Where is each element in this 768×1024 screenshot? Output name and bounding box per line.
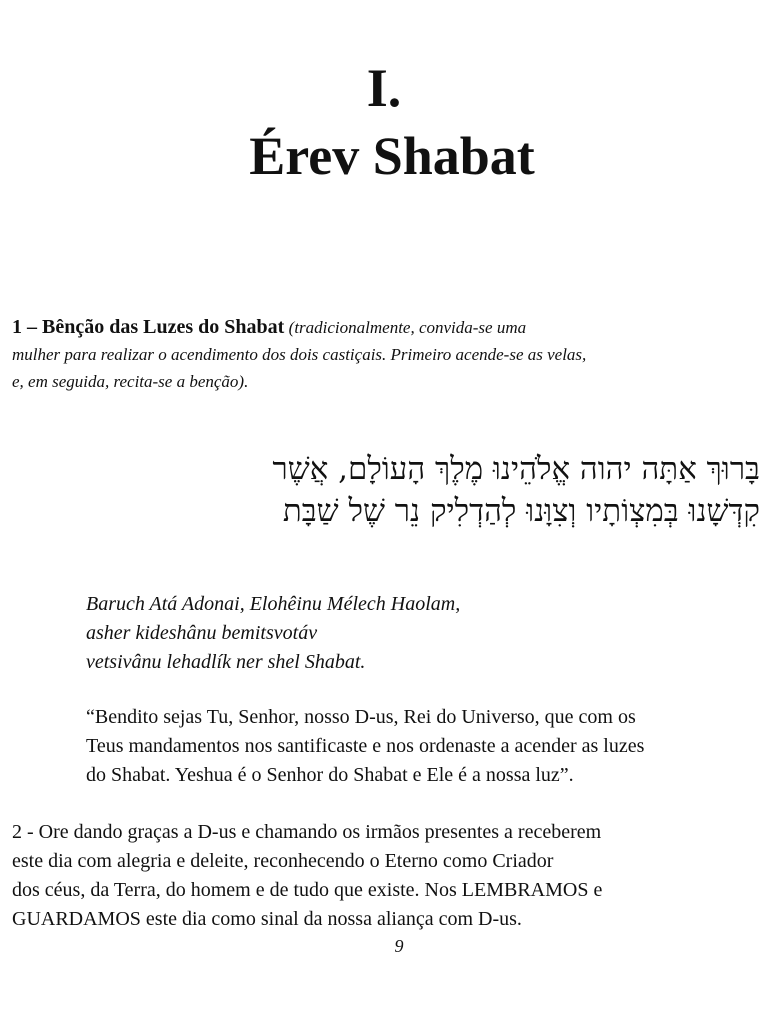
- transliteration-line: Baruch Atá Adonai, Elohêinu Mélech Haolam,: [86, 593, 461, 615]
- section-2-line: GUARDAMOS este dia como sinal da nossa aliança com D-us.: [12, 908, 522, 930]
- translation: [86, 703, 766, 790]
- section-2-line: 2 - Ore dando graças a D-us e chamando os irmãos presentes a receberem: [12, 821, 602, 843]
- translation-line: do Shabat. Yeshua é o Senhor do Shabat e Ele é a nossa luz”.: [86, 764, 574, 786]
- transliteration-line: asher kideshânu bemitsvotáv: [86, 622, 318, 644]
- section-2-line: dos céus, da Terra, do homem e de tudo que existe. Nos LEMBRAMOS e: [12, 879, 603, 901]
- translation-line: “Bendito sejas Tu, Senhor, nosso D-us, Rei do Universo, que com os: [86, 706, 636, 728]
- hebrew-blessing: [80, 448, 760, 532]
- section-1-paragraph: [12, 314, 757, 395]
- translation-line: Teus mandamentos nos santificaste e nos ordenaste a acender as luzes: [86, 735, 645, 757]
- section-1-note-line: mulher para realizar o acendimento dos dois castiçais. Primeiro acende-se as velas,: [12, 345, 587, 364]
- section-1-heading: 1 – Bênção das Luzes do Shabat: [12, 316, 285, 338]
- hebrew-line: קִדְּשָׁנוּ בְּמִצְוֹתָיו וְצִוָּנוּ לְהַדְלִיק נֵר שֶׁל שַׁבָּת: [282, 493, 760, 529]
- section-1-note-line: e, em seguida, recita-se a benção).: [12, 372, 249, 391]
- section-2-line: este dia com alegria e deleite, reconhecendo o Eterno como Criador: [12, 850, 554, 872]
- transliteration-line: vetsivânu lehadlík ner shel Shabat.: [86, 651, 366, 673]
- page-number: 9: [394, 936, 404, 956]
- section-1-note-line: (tradicionalmente, convida-se uma: [288, 318, 527, 337]
- chapter-title: Érev Shabat: [249, 126, 535, 186]
- transliteration: [86, 590, 746, 677]
- chapter-number: I.: [366, 58, 402, 118]
- section-2-paragraph: [12, 818, 762, 934]
- hebrew-line: בָּרוּךְ אַתָּה יהוה אֱלֹהֵינוּ מֶלֶךְ הָעוֹלָם, אֲשֶׁר: [272, 451, 760, 487]
